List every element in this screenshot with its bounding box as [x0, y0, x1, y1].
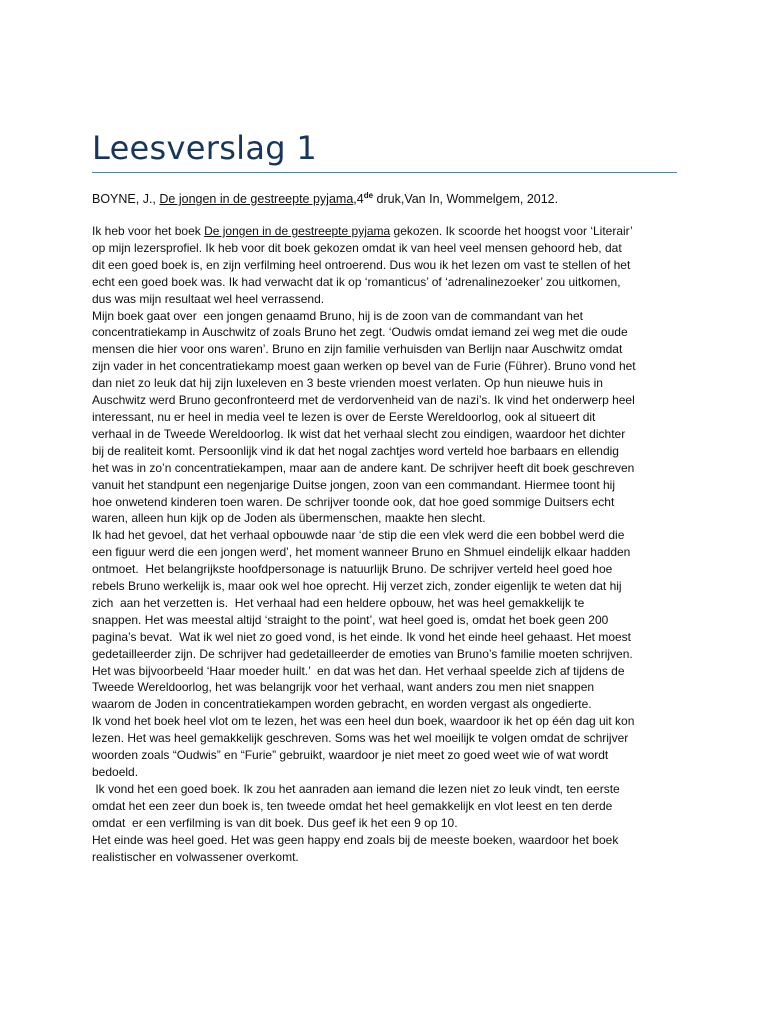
body-text-line: bedoeld.: [92, 765, 139, 779]
body-text-line: dus was mijn resultaat wel heel verrassend.: [92, 291, 325, 306]
body-text-line: mensen die hier voor ons waren’. Bruno en zijn familie verhuisden van Berlijn naar Auschwitz omdat: [92, 342, 623, 357]
body-text-line: echt een goed boek was. Ik had verwacht dat ik op ‘romanticus’ of ‘adrenalinezoeker’ zou uitkomen,: [92, 274, 621, 289]
body-text-line: waarom de Joden in concentratiekampen worden gebracht, en worden vergast als ongedierte.: [92, 697, 592, 712]
body-text-line: Ik had het gevoel, dat het verhaal opbouwde naar ‘de stip die een vlek werd die een bobbel werd die: [92, 528, 625, 543]
page-title: Leesverslag 1: [92, 129, 318, 167]
body-text-line: zijn vader in het concentratiekamp moest gaan werken op bevel van de Furie (Führer). Bruno vond het: [92, 359, 636, 374]
body-text-line: interessant, nu er heel in media veel te lezen is over de Eerste Wereldoorlog, ook al situeert dit: [92, 409, 596, 424]
citation-edition-superscript: de: [363, 190, 374, 200]
citation-book-title: De jongen in de gestreepte pyjama: [159, 192, 354, 206]
body-text-line: Ik vond het boek heel vlot om te lezen, het was een heel dun boek, waardoor ik het op één dag uit kon: [92, 714, 635, 729]
body-text-line: zich aan het verzetten is. Het verhaal had een heldere opbouw, het was heel gemakkelijk te: [92, 595, 585, 610]
body-text-line: op mijn lezersprofiel. Ik heb voor dit boek gekozen omdat ik van heel veel mensen gehoord heb, dat: [92, 240, 622, 255]
body-text-line: dit een goed boek is, en zijn verfilming heel ontroerend. Dus wou ik het lezen om vast te stellen of het: [92, 257, 631, 272]
body-text-line: Ik vond het een goed boek. Ik zou het aanraden aan iemand die lezen niet zo leuk vindt, ten eerste: [92, 781, 620, 796]
body-text-line: omdat het een zeer dun boek is, ten tweede omdat het heel gemakkelijk en vlot leest en ten derde: [92, 798, 613, 813]
body-text-segment: Ik heb voor het boek: [92, 224, 205, 238]
citation-author: BOYNE, J.,: [92, 192, 160, 206]
book-title-reference: De jongen in de gestreepte pyjama: [204, 224, 391, 238]
book-citation: [92, 189, 692, 209]
body-text-line: vanuit het standpunt een negenjarige Duitse jongen, zoon van een commandant. Hiermee toont hij: [92, 477, 616, 492]
citation-publication: druk,Van In, Wommelgem, 2012.: [373, 192, 559, 206]
report-body-text: [92, 223, 692, 865]
body-text-line: hoe onwetend kinderen toen waren. De schrijver toonde ook, dat hoe goed sommige Duitsers echt: [92, 494, 615, 509]
body-text-line: concentratiekamp in Auschwitz of zoals Bruno het zegt. ‘Oudwis omdat iemand zei weg met die oude: [92, 325, 628, 340]
body-text-line: het was in zo’n concentratiekampen, maar aan de andere kant. De schrijver heeft dit boek geschreven: [92, 460, 635, 475]
body-text-line: omdat er een verfilming is van dit boek. Dus geef ik het een 9 op 10.: [92, 815, 458, 830]
body-text-line: snappen. Het was meestal altijd ‘straight to the point’, wat heel goed is, omdat het boek geen 200: [92, 612, 609, 627]
body-text-line: Tweede Wereldoorlog, het was belangrijk voor het verhaal, want anders zou men niet snappen: [92, 680, 595, 695]
body-text-line: dan niet zo leuk dat hij zijn luxeleven en 3 beste vrienden moest verlaten. Op hun nieuwe huis in: [92, 376, 603, 391]
body-text-line: bij de realiteit komt. Persoonlijk vind ik dat het nogal zachtjes word verteld hoe barbaars en ellendig: [92, 443, 619, 458]
citation-edition-number: ,4: [353, 192, 364, 206]
body-text-line: Het einde was heel goed. Het was geen happy end zoals bij de meeste boeken, waardoor het boek: [92, 832, 619, 847]
body-text-segment: gekozen. Ik scoorde het hoogst voor ‘Literair’: [390, 224, 633, 238]
body-text-line: Mijn boek gaat over een jongen genaamd Bruno, hij is de zoon van de commandant van het: [92, 308, 583, 323]
body-text-line: [92, 223, 692, 240]
body-text-line: waren, alleen hun kijk op de Joden als übermenschen, maakte hen slecht.: [92, 511, 486, 526]
body-text-line: een figuur werd die een jongen werd’, het moment wanneer Bruno en Shmuel eindelijk elkaar hadden: [92, 545, 631, 560]
body-text-line: pagina’s bevat. Wat ik wel niet zo goed vond, is het einde. Ik vond het einde heel gehaast. Het moest: [92, 629, 632, 644]
body-text-line: ontmoet. Het belangrijkste hoofdpersonage is natuurlijk Bruno. De schrijver verteld heel goed hoe: [92, 562, 613, 577]
body-text-line: rebels Bruno werkelijk is, maar ook wel hoe oprecht. Hij verzet zich, zonder eigenlijk te weten dat hij: [92, 579, 622, 594]
body-text-line: gedetailleerder zijn. De schrijver had gedetailleerder de emoties van Bruno’s familie moeten schrijven.: [92, 646, 633, 661]
body-text-line: woorden zoals “Oudwis” en “Furie” gebruikt, waardoor je niet meet zo goed weet wie of wat wordt: [92, 748, 609, 763]
body-text-line: lezen. Het was heel gemakkelijk geschreven. Soms was het wel moeilijk te volgen omdat de schrijver: [92, 731, 629, 746]
body-text-line: verhaal in de Tweede Wereldoorlog. Ik wist dat het verhaal slecht zou eindigen, waardoor het dichter: [92, 426, 626, 441]
title-divider: [92, 172, 677, 173]
body-text-line: Auschwitz werd Bruno geconfronteerd met de verdorvenheid van de nazi’s. Ik vind het onderwerp heel: [92, 393, 635, 408]
body-text-line: Het was bijvoorbeeld ‘Haar moeder huilt.’ en dat was het dan. Het verhaal speelde zich af tijdens de: [92, 663, 625, 678]
body-text-line: realistischer en volwassener overkomt.: [92, 849, 299, 864]
